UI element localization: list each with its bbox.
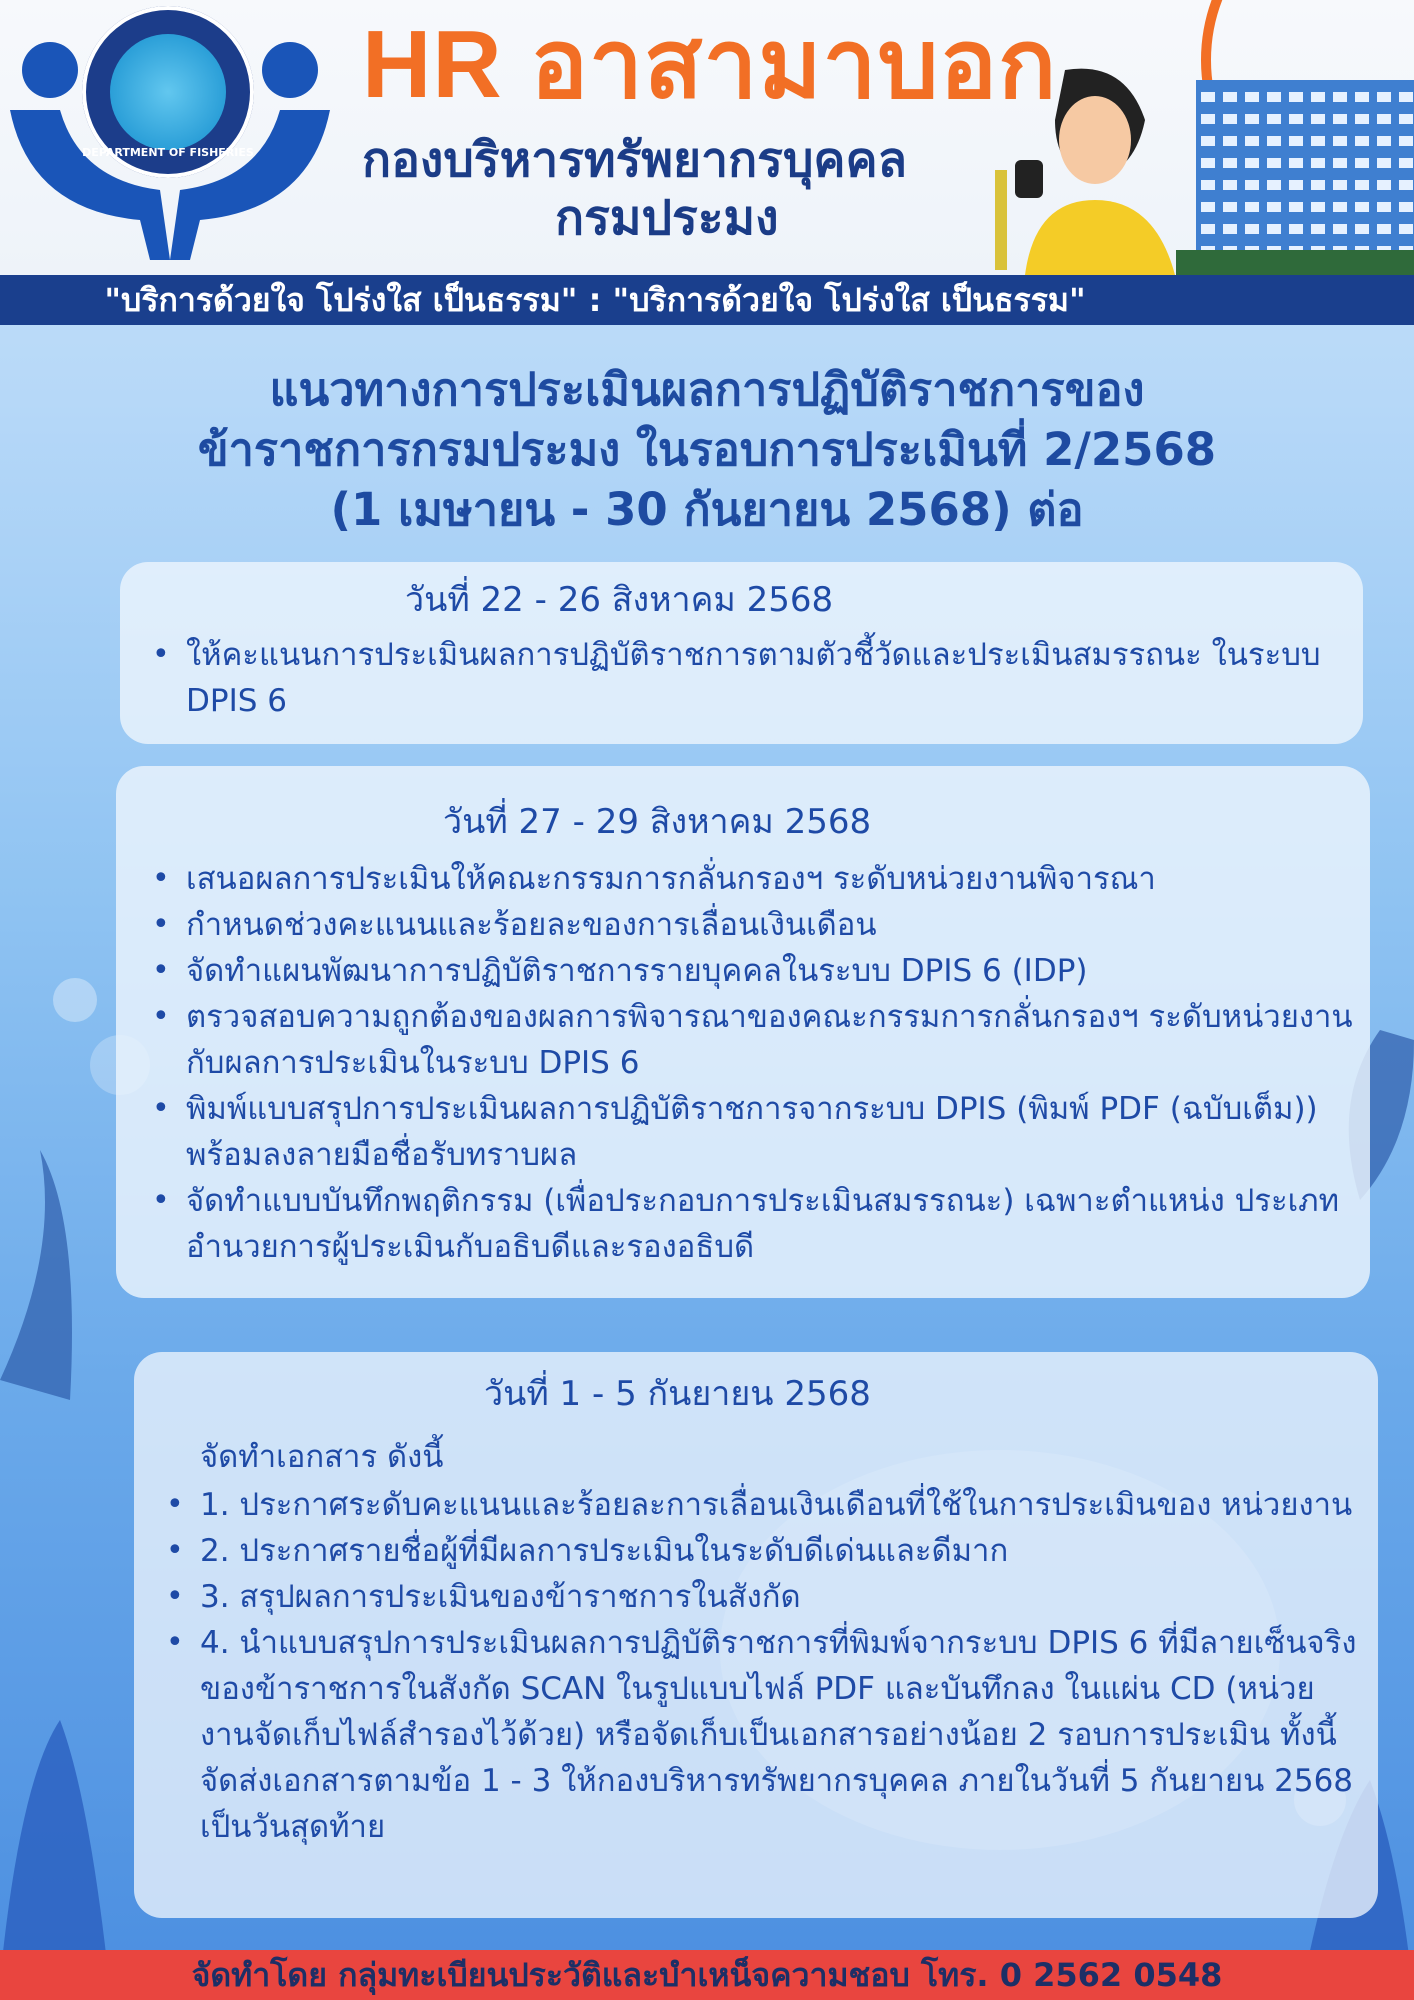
seal-caption: DEPARTMENT OF FISHERIES	[82, 146, 254, 159]
schedule-card-2	[116, 766, 1370, 1298]
office-building-photo	[1176, 0, 1414, 290]
title-line-1: แนวทางการประเมินผลการปฏิบัติราชการของ	[269, 363, 1145, 416]
footer-credit: จัดทำโดย กลุ่มทะเบียนประวัติและบำเหน็จความชอบ โทร. 0 2562 0548	[191, 1956, 1223, 1994]
task-item: • พิมพ์แบบสรุปการประเมินผลการปฏิบัติราชการจากระบบ DPIS (พิมพ์ PDF (ฉบับเต็ม)) พร้อมลงลายมือชื่อรับทราบผล	[148, 1086, 1358, 1178]
task-item: • เสนอผลการประเมินให้คณะกรรมการกลั่นกรองฯ ระดับหน่วยงานพิจารณา	[148, 856, 1358, 902]
title-line-2: ข้าราชการกรมประมง ในรอบการประเมินที่ 2/2568	[197, 423, 1217, 476]
task-item: • 4. นำแบบสรุปการประเมินผลการปฏิบัติราชการที่พิมพ์จากระบบ DPIS 6 ที่มีลายเซ็นจริงของข้าราชการในสังกัด SCAN ในรูปแบบไฟล์ PDF และบันทึกลง ในแผ่น CD (หน่วยงานจัดเก็บไฟล์สำรองไว้ด้วย) หรือจัดเก็บเป็นเอกสารอย่างน้อย 2 รอบการประเมิน ทั้งนี้ จัดส่งเอกสารตามข้อ 1 - 3 ให้กองบริหารทรัพยากรบุคคล ภายในวันที่ 5 กันยายน 2568 เป็นวันสุดท้าย	[162, 1620, 1362, 1850]
title-line-3: (1 เมษายน - 30 กันยายน 2568) ต่อ	[330, 483, 1084, 536]
footer-bar	[0, 1950, 1414, 2000]
task-item: • กำหนดช่วงคะแนนและร้อยละของการเลื่อนเงินเดือน	[148, 902, 1358, 948]
task-item: • จัดทำแบบบันทึกพฤติกรรม (เพื่อประกอบการประเมินสมรรถนะ) เฉพาะตำแหน่ง ประเภทอำนวยการผู้ประเมินกับอธิบดีและรองอธิบดี	[148, 1178, 1358, 1270]
slogan-text: "บริการด้วยใจ โปร่งใส เป็นธรรม" : "บริการด้วยใจ โปร่งใส เป็นธรรม"	[104, 281, 1086, 319]
schedule-task-list	[162, 1482, 1362, 1850]
page-title	[100, 360, 1314, 540]
task-item: • 3. สรุปผลการประเมินของข้าราชการในสังกัด	[162, 1574, 1362, 1620]
task-item: • 2. ประกาศรายชื่อผู้ที่มีผลการประเมินในระดับดีเด่นและดีมาก	[162, 1528, 1362, 1574]
reporter-illustration-icon	[975, 60, 1195, 280]
header-banner	[0, 0, 1414, 319]
task-item: • จัดทำแผนพัฒนาการปฏิบัติราชการรายบุคคลในระบบ DPIS 6 (IDP)	[148, 948, 1358, 994]
schedule-card-1	[120, 562, 1363, 744]
slogan-bar	[0, 275, 1414, 325]
schedule-date: วันที่ 1 - 5 กันยายน 2568	[484, 1374, 871, 1414]
schedule-intro: จัดทำเอกสาร ดังนี้	[200, 1439, 444, 1475]
schedule-date: วันที่ 22 - 26 สิงหาคม 2568	[405, 580, 834, 620]
schedule-task-list	[148, 856, 1358, 1270]
task-item: • ตรวจสอบความถูกต้องของผลการพิจารณาของคณะกรรมการกลั่นกรองฯ ระดับหน่วยงานกับผลการประเมินในระบบ DPIS 6	[148, 994, 1358, 1086]
department-seal-logo	[82, 6, 254, 178]
schedule-date: วันที่ 27 - 29 สิงหาคม 2568	[443, 802, 872, 842]
department-name: กองบริหารทรัพยากรบุคคล	[362, 132, 908, 188]
task-item: • ให้คะแนนการประเมินผลการปฏิบัติราชการตามตัวชี้วัดและประเมินสมรรถนะ ในระบบ DPIS 6	[148, 632, 1348, 724]
schedule-card-3	[134, 1352, 1378, 1918]
hr-title: HR อาสามาบอก	[362, 11, 1058, 118]
schedule-task-list	[148, 632, 1348, 724]
task-item: • 1. ประกาศระดับคะแนนและร้อยละการเลื่อนเงินเดือนที่ใช้ในการประเมินของ หน่วยงาน	[162, 1482, 1362, 1528]
department-name-line2: กรมประมง	[555, 190, 779, 246]
